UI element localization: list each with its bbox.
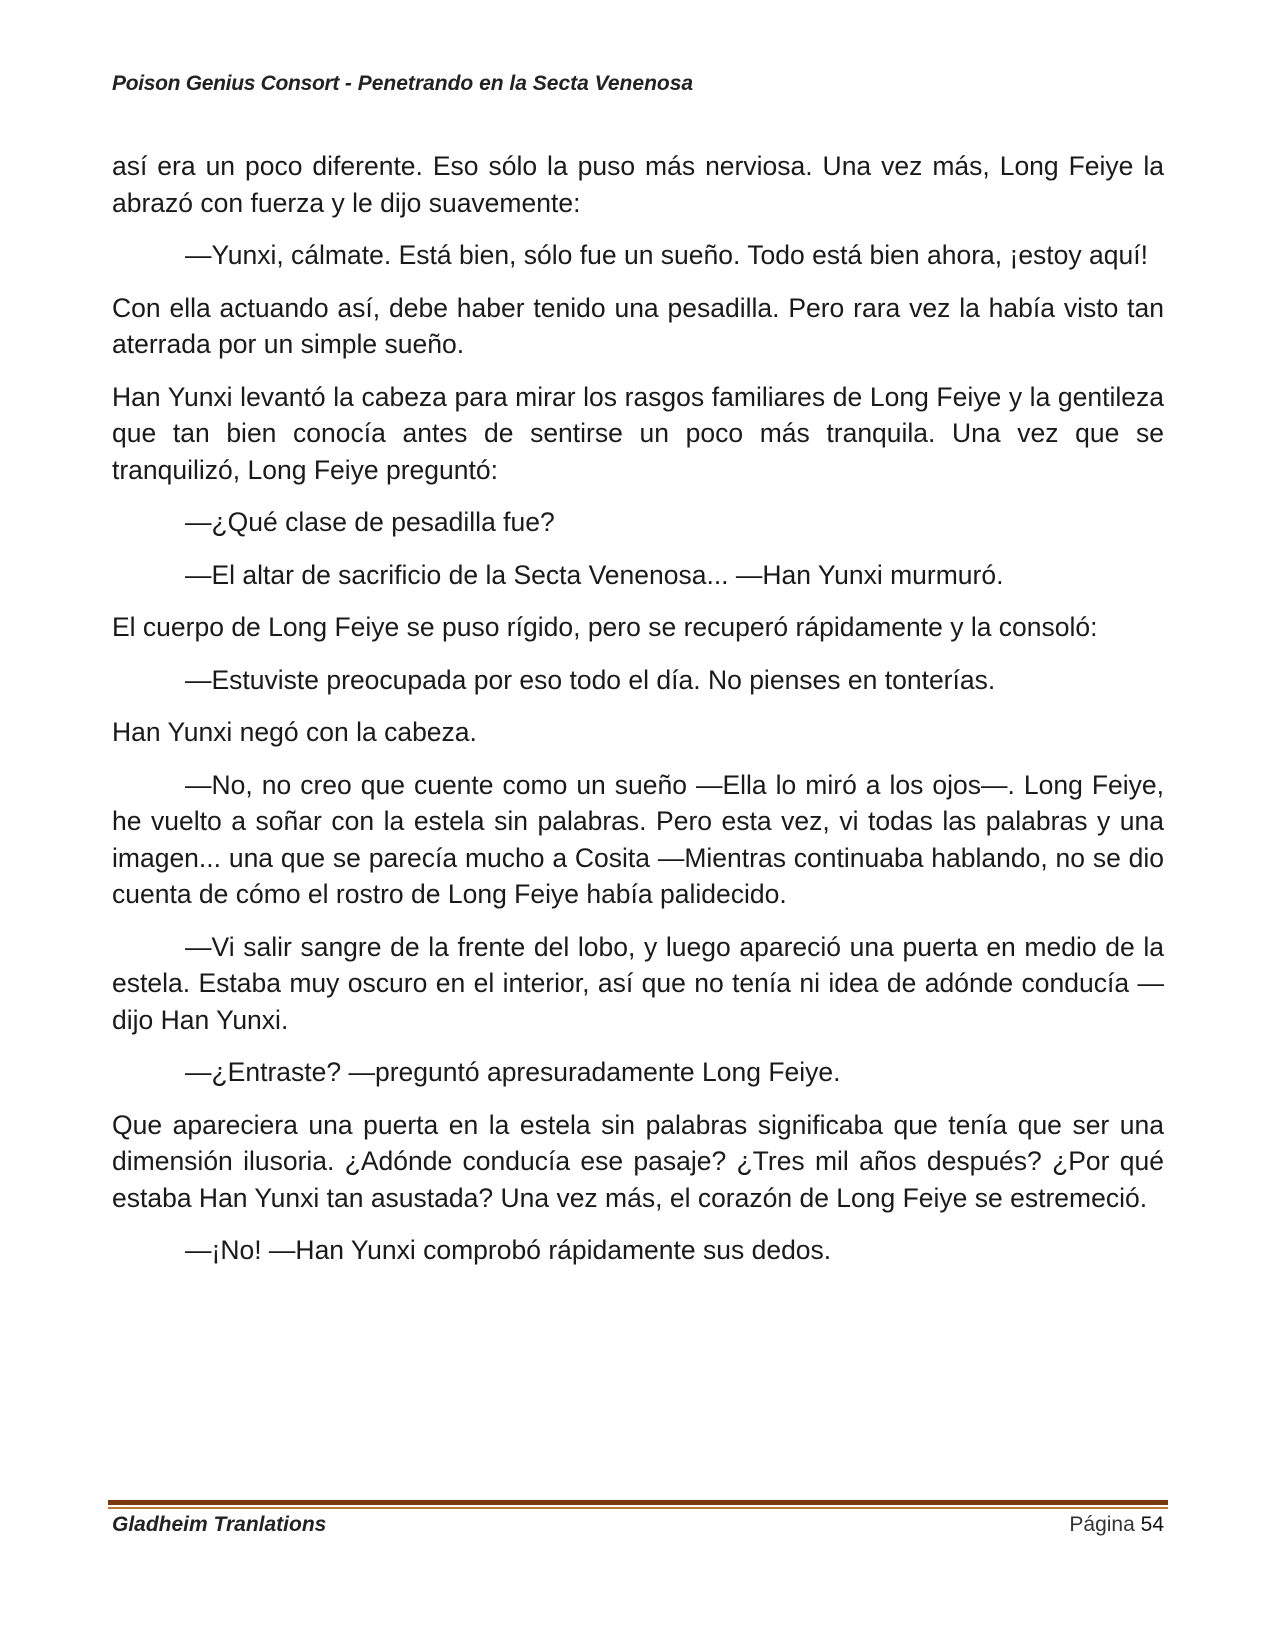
paragraph: —No, no creo que cuente como un sueño —Ella lo miró a los ojos—. Long Feiye, he vuelto a soñar con la estela sin palabras. Pero esta vez, vi todas las palabras y una imagen... una que se parecía mucho a Cosita —Mientras continuaba hablando, no se dio cuenta de cómo el rostro de Long Feiye había palidecido. [112, 769, 1164, 909]
paragraph: —¿Qué clase de pesadilla fue? [185, 507, 555, 537]
paragraph: —Vi salir sangre de la frente del lobo, y luego apareció una puerta en medio de la estela. Estaba muy oscuro en el interior, así que no tenía ni idea de adónde conducía —dijo Han Yunxi. [112, 931, 1164, 1035]
paragraph: Que apareciera una puerta en la estela sin palabras significaba que tenía que ser una dimensión ilusoria. ¿Adónde conducía ese pasaje? ¿Tres mil años después? ¿Por qué estaba Han Yunxi tan asustada? Una vez más, el corazón de Long Feiye se estremeció. [112, 1109, 1164, 1213]
paragraph: El cuerpo de Long Feiye se puso rígido, pero se recuperó rápidamente y la consoló: [112, 612, 1098, 642]
header-separator: - [339, 72, 358, 95]
publisher-name: Gladheim Tranlations [112, 1513, 327, 1536]
paragraph: —Estuviste preocupada por eso todo el día. No pienses en tonterías. [185, 664, 996, 695]
paragraph: —¡No! —Han Yunxi comprobó rápidamente sus dedos. [185, 1235, 832, 1265]
paragraph: Han Yunxi negó con la cabeza. [112, 717, 477, 747]
footer-rule-thick [108, 1500, 1168, 1505]
page-indicator [1069, 1513, 1164, 1537]
paragraph: —¿Entraste? —preguntó apresuradamente Long Feiye. [185, 1057, 841, 1087]
page-body [112, 148, 1164, 1285]
page-number: 54 [1140, 1513, 1164, 1536]
page-label: Página [1069, 1513, 1135, 1536]
paragraph: —Yunxi, cálmate. Está bien, sólo fue un sueño. Todo está bien ahora, ¡estoy aquí! [185, 240, 1148, 270]
paragraph: Con ella actuando así, debe haber tenido una pesadilla. Pero rara vez la había visto tan aterrada por un simple sueño. [112, 292, 1164, 359]
chapter-title: Penetrando en la Secta Venenosa [357, 72, 694, 95]
paragraph: Han Yunxi levantó la cabeza para mirar los rasgos familiares de Long Feiye y la gentileza que tan bien conocía antes de sentirse un poco más tranquila. Una vez que se tranquilizó, Long Feiye preguntó: [112, 381, 1164, 485]
paragraph: así era un poco diferente. Eso sólo la puso más nerviosa. Una vez más, Long Feiye la abrazó con fuerza y le dijo suavemente: [112, 151, 1164, 218]
running-header [112, 72, 693, 96]
paragraph: —El altar de sacrificio de la Secta Venenosa... —Han Yunxi murmuró. [185, 559, 1004, 590]
footer-rule-thin [108, 1507, 1168, 1509]
series-title: Poison Genius Consort [112, 72, 340, 95]
